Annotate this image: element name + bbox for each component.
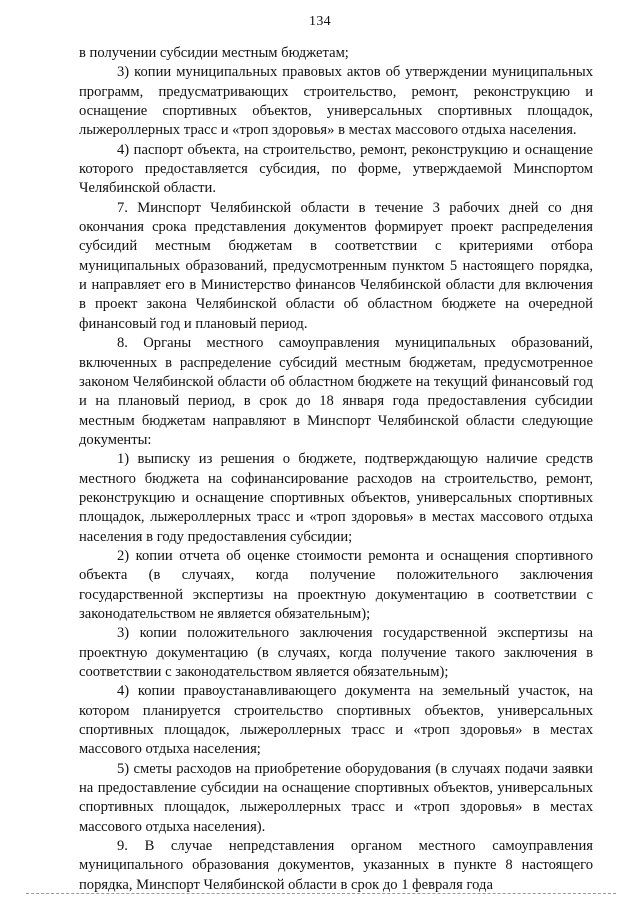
- paragraph-clause-8-item-3: 3) копии положительного заключения государственной экспертизы на проектную документацию (в случаях, когда получение такого заключения в соответствии с законодательством является обязательным);: [79, 625, 593, 680]
- paragraph-item-4: 4) паспорт объекта, на строительство, ремонт, реконструкцию и оснащение которого предоставляется субсидия, по форме, утверждаемой Минспортом Челябинской области.: [79, 141, 593, 197]
- paragraph-clause-7: 7. Минспорт Челябинской области в течение 3 рабочих дней со дня окончания срока представления документов формирует проект распределения субсидий местным бюджетам в соответствии с критериями отбора муниципальных образований, предусмотренным пунктом 5 настоящего порядка, и направляет его в Министерство финансов Челябинской области для включения в проект закона Челябинской области об областном бюджете на очередной финансовый год и плановый период.: [79, 199, 593, 332]
- paragraph-clause-8-item-1: 1) выписку из решения о бюджете, подтверждающую наличие средств местного бюджета на софинансирование расходов на строительство, ремонт, реконструкцию и оснащение спортивных объектов, универсальных спортивных площадок, лыжероллерных трасс и «троп здоровья» в местах массового отдыха населения в году предоставления субсидии;: [79, 451, 593, 545]
- document-body: [79, 44, 593, 895]
- page-bottom-divider: [26, 893, 616, 894]
- paragraph-continuation: в получении субсидии местным бюджетам;: [79, 45, 349, 61]
- paragraph-clause-8-item-2: 2) копии отчета об оценке стоимости ремонта и оснащения спортивного объекта (в случаях, когда получение положительного заключения государственной экспертизы на проектную документацию в соответствии с законодательством не является обязательным);: [79, 547, 593, 622]
- page-number: 134: [309, 14, 331, 29]
- paragraph-clause-8: 8. Органы местного самоуправления муниципальных образований, включенных в распределение субсидий местным бюджетам, предусмотренное законом Челябинской области об областном бюджете на текущий финансовый год и на плановый период, в срок до 18 января года предоставления субсидии местным бюджетам направляют в Минспорт Челябинской области следующие документы:: [79, 335, 593, 448]
- paragraph-clause-9: 9. В случае непредставления органом местного самоуправления муниципального образования документов, указанных в пункте 8 настоящего порядка, Минспорт Челябинской области в срок до 1 февраля года: [79, 838, 593, 893]
- paragraph-clause-8-item-4: 4) копии правоустанавливающего документа на земельный участок, на котором планируется строительство спортивных объектов, универсальных спортивных площадок, лыжероллерных трасс и «троп здоровья» в местах массового отдыха населения;: [79, 683, 593, 758]
- paragraph-item-3: 3) копии муниципальных правовых актов об утверждении муниципальных программ, предусматривающих строительство, ремонт, реконструкцию и оснащение спортивных объектов, универсальных спортивных площадок, лыжероллерных трасс и «троп здоровья» в местах массового отдыха населения.: [79, 64, 593, 139]
- paragraph-clause-8-item-5: 5) сметы расходов на приобретение оборудования (в случаях подачи заявки на предоставление субсидии на оснащение спортивных объектов, универсальных спортивных площадок, лыжероллерных трасс и «троп здоровья» в местах массового отдыха населения).: [79, 760, 593, 835]
